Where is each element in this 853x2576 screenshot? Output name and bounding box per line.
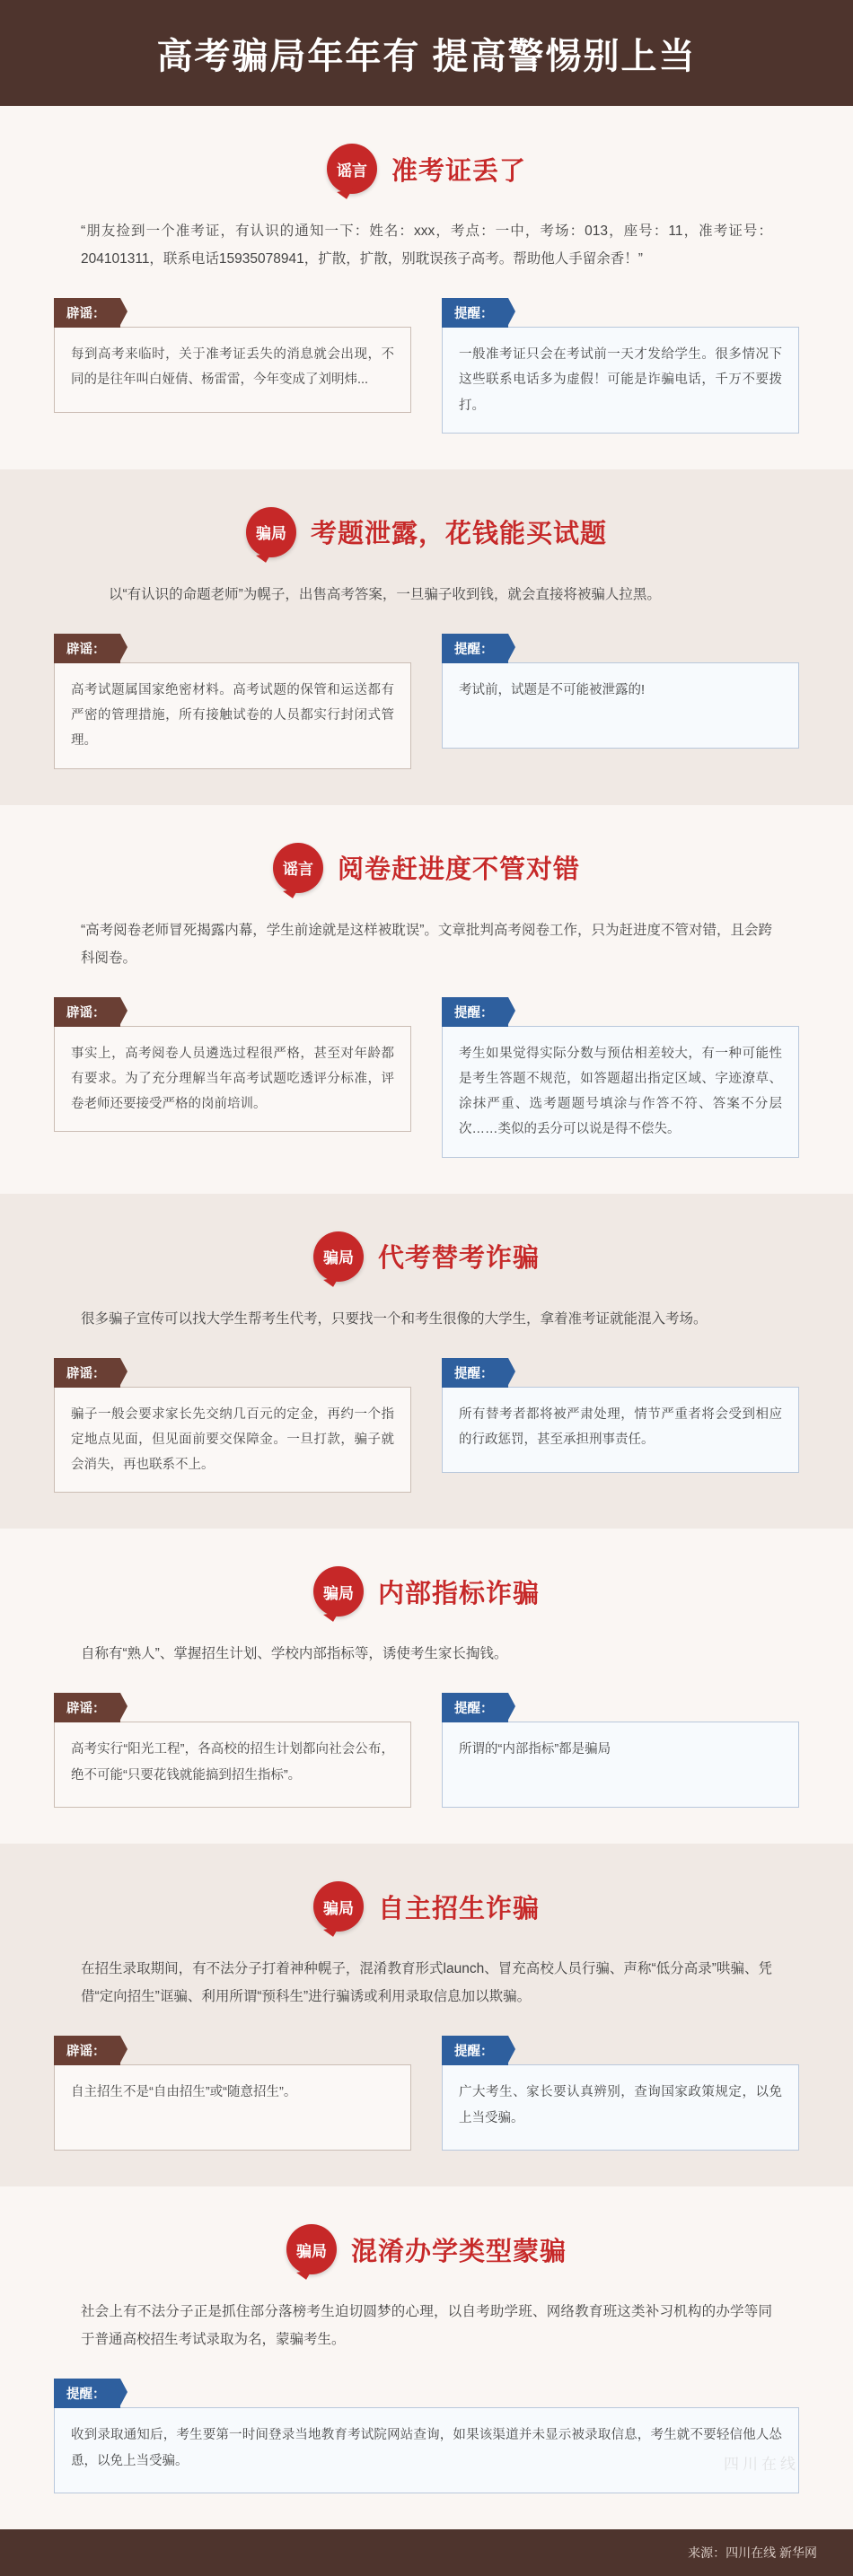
section-title: 代考替考诈骗: [377, 1244, 540, 1274]
rumor-text: 事实上，高考阅卷人员遴选过程很严格，甚至对年龄都有要求。为了充分理解当年高考试题吃透评分标准，评卷老师还要接受严格的岗前培训。: [54, 1026, 411, 1133]
section-columns: [54, 2036, 799, 2151]
section-lead: “朋友捡到一个准考证，有认识的通知一下：姓名：xxx，考点：一中，考场：013，座号：11，准考证号：204101311，联系电话15935078941，扩散，扩散，别耽误孩子高考。帮助他人手留余香！”: [81, 223, 772, 267]
section-heading: [54, 843, 799, 893]
section-kaoti-xielou: [0, 469, 853, 805]
tip-text: 考试前，试题是不可能被泄露的!: [442, 662, 799, 749]
rumor-text: 高考实行“阳光工程”，各高校的招生计划都向社会公布，绝不可能“只要花钱就能搞到招生指标”。: [54, 1722, 411, 1808]
section-lead: “高考阅卷老师冒死揭露内幕，学生前途就是这样被耽误”。文章批判高考阅卷工作，只为赶进度不管对错，且会跨科阅卷。: [81, 922, 772, 966]
section-lead: 很多骗子宣传可以找大学生帮考生代考，只要找一个和考生很像的大学生，拿着准考证就能混入考场。: [81, 1310, 708, 1327]
section-lead: 以“有认识的命题老师”为幌子，出售高考答案，一旦骗子收到钱，就会直接将被骗人拉黑。: [109, 586, 661, 602]
rumor-text: 自主招生不是“自由招生”或“随意招生”。: [54, 2064, 411, 2151]
rumor-tag: 辟谣：: [54, 1358, 120, 1388]
section-columns: [54, 634, 799, 769]
section-title: 内部指标诈骗: [377, 1579, 540, 1608]
rumor-text: 骗子一般会要求家长先交纳几百元的定金，再约一个指定地点见面，但见面前要交保障金。一旦打款，骗子就会消失，再也联系不上。: [54, 1387, 411, 1494]
tip-tag: 提醒：: [442, 1358, 508, 1388]
tip-tag: 提醒：: [442, 2036, 508, 2065]
section-heading: [54, 1566, 799, 1617]
section-heading: [54, 507, 799, 557]
scam-badge: 骗局: [313, 1881, 364, 1932]
rumor-badge: 谣言: [327, 144, 377, 194]
tip-column: [442, 1358, 799, 1473]
rumor-column: [54, 997, 411, 1133]
section-title: 准考证丢了: [391, 156, 526, 186]
section-zhunkaozheng: [0, 106, 853, 469]
scam-badge: 骗局: [246, 507, 296, 557]
tip-column: [442, 2036, 799, 2151]
section-heading: [54, 1231, 799, 1282]
tip-text: 收到录取通知后，考生要第一时间登录当地教育考试院网站查询，如果该渠道并未显示被录取信息，考生就不要轻信他人怂恿，以免上当受骗。: [54, 2407, 799, 2493]
rumor-tag: 辟谣：: [54, 634, 120, 663]
section-title: 自主招生诈骗: [377, 1894, 540, 1923]
tip-text: 所谓的“内部指标”都是骗局: [442, 1722, 799, 1808]
section-zizhu-zhaosheng: [0, 1844, 853, 2186]
rumor-column: [54, 634, 411, 769]
section-title: 考题泄露，花钱能买试题: [310, 520, 607, 549]
rumor-column: [54, 1358, 411, 1494]
scam-badge: 骗局: [313, 1231, 364, 1282]
rumor-tag: 辟谣：: [54, 1693, 120, 1722]
tip-column: [442, 634, 799, 749]
tip-column: [54, 2379, 799, 2493]
rumor-tag: 辟谣：: [54, 298, 120, 328]
section-columns: [54, 1358, 799, 1494]
tip-tag: 提醒：: [442, 997, 508, 1027]
scam-badge: 骗局: [286, 2224, 337, 2274]
rumor-tag: 辟谣：: [54, 2036, 120, 2065]
page-footer: [0, 2529, 853, 2576]
section-neibu-zhibiao: [0, 1529, 853, 1844]
section-daikao: [0, 1194, 853, 1529]
rumor-column: [54, 2036, 411, 2151]
page-title: 高考骗局年年有 提高警惕别上当: [156, 36, 697, 76]
scam-badge: 骗局: [313, 1566, 364, 1617]
section-yuejuan: [0, 805, 853, 1194]
rumor-text: 每到高考来临时，关于准考证丢失的消息就会出现，不同的是往年叫白娅倩、杨雷雷，今年变成了刘明炜...: [54, 327, 411, 413]
rumor-column: [54, 1693, 411, 1808]
tip-column: [442, 298, 799, 434]
section-lead: 社会上有不法分子正是抓住部分落榜考生迫切圆梦的心理，以自考助学班、网络教育班这类补习机构的办学等同于普通高校招生考试录取为名，蒙骗考生。: [81, 2304, 772, 2348]
section-heading: [54, 1881, 799, 1932]
tip-tag: 提醒：: [442, 1693, 508, 1722]
rumor-text: 高考试题属国家绝密材料。高考试题的保管和运送都有严密的管理措施，所有接触试卷的人员都实行封闭式管理。: [54, 662, 411, 769]
source-text: 来源：四川在线 新华网: [688, 2545, 817, 2561]
section-lead: 在招生录取期间，有不法分子打着神种幌子，混淆教育形式launch、冒充高校人员行骗、声称“低分高录”哄骗、凭借“定向招生”诓骗、利用所谓“预科生”进行骗诱或利用录取信息加以欺骗。: [81, 1961, 772, 2005]
tip-tag: 提醒：: [54, 2379, 120, 2408]
page-header: [0, 0, 853, 106]
rumor-tag: 辟谣：: [54, 997, 120, 1027]
section-title: 阅卷赶进度不管对错: [337, 855, 580, 885]
section-hunxiao-banxue: [0, 2186, 853, 2529]
tip-column: [442, 1693, 799, 1808]
tip-text: 所有替考者都将被严肃处理，情节严重者将会受到相应的行政惩罚，甚至承担刑事责任。: [442, 1387, 799, 1473]
rumor-badge: 谣言: [273, 843, 323, 893]
tip-text: 一般准考证只会在考试前一天才发给学生。很多情况下这些联系电话多为虚假！可能是诈骗电话，千万不要拨打。: [442, 327, 799, 434]
section-columns: [54, 1693, 799, 1808]
tip-column: [442, 997, 799, 1158]
section-heading: [54, 2224, 799, 2274]
tip-tag: 提醒：: [442, 298, 508, 328]
tip-tag: 提醒：: [442, 634, 508, 663]
section-heading: [54, 144, 799, 194]
section-columns: [54, 997, 799, 1158]
rumor-column: [54, 298, 411, 413]
tip-text: 考生如果觉得实际分数与预估相差较大，有一种可能性是考生答题不规范，如答题超出指定区域、字迹潦草、涂抹严重、选考题题号填涂与作答不符、答案不分层次……类似的丢分可以说是得不偿失。: [442, 1026, 799, 1158]
section-lead: 自称有“熟人”、掌握招生计划、学校内部指标等，诱使考生家长掏钱。: [81, 1646, 508, 1662]
section-title: 混淆办学类型蒙骗: [350, 2237, 567, 2266]
section-columns: [54, 298, 799, 434]
tip-text: 广大考生、家长要认真辨别，查询国家政策规定，以免上当受骗。: [442, 2064, 799, 2151]
